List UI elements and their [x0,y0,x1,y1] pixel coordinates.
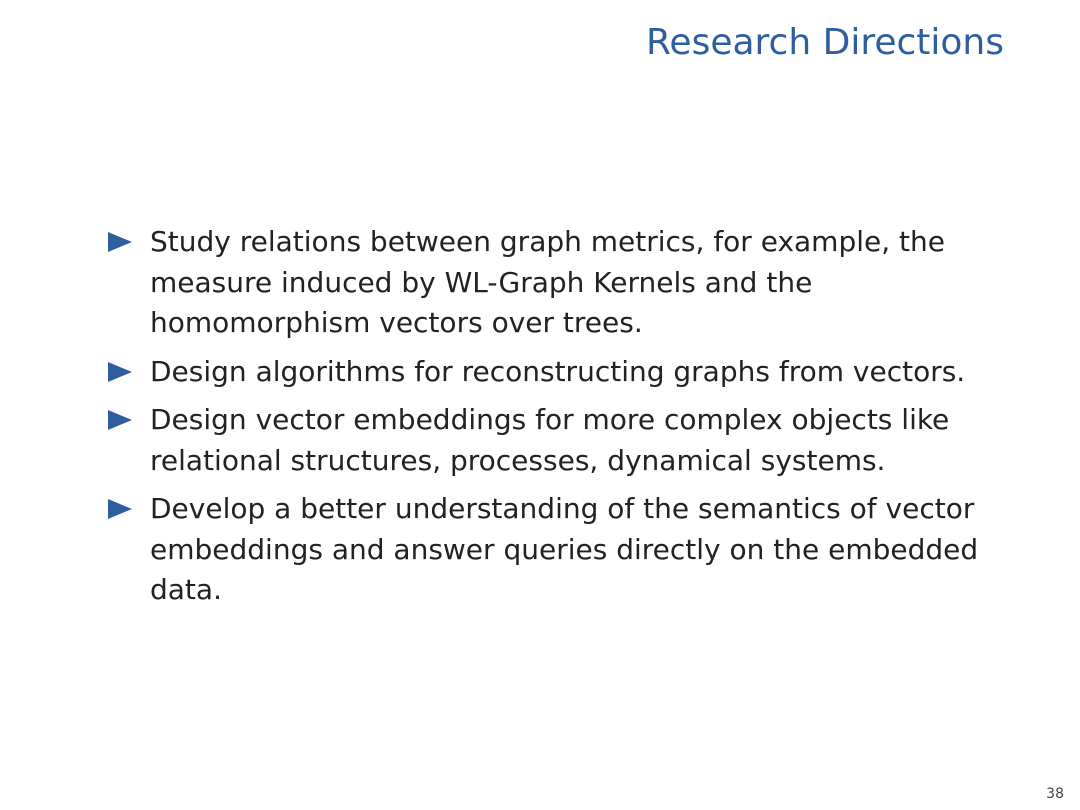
page-number: 38 [1046,786,1064,802]
bullet-item [106,400,1026,481]
triangle-right-icon [108,362,132,382]
triangle-right-icon [108,232,132,252]
bullet-item [106,489,1026,611]
bullet-list [106,222,1026,619]
bullet-text: Develop a better understanding of the semantics of vector embeddings and answer queries directly on the embedded data. [150,492,979,606]
bullet-text: Design algorithms for reconstructing graphs from vectors. [150,354,966,388]
bullet-text: Design vector embeddings for more complex objects like relational structures, processes, dynamical systems. [150,403,950,477]
bullet-item [106,222,1026,344]
bullet-item [106,352,1026,393]
triangle-right-icon [108,410,132,430]
triangle-right-icon [108,499,132,519]
bullet-text: Study relations between graph metrics, for example, the measure induced by WL-Graph Kernels and the homomorphism vectors over trees. [150,225,945,339]
slide-title: Research Directions [646,22,1004,63]
